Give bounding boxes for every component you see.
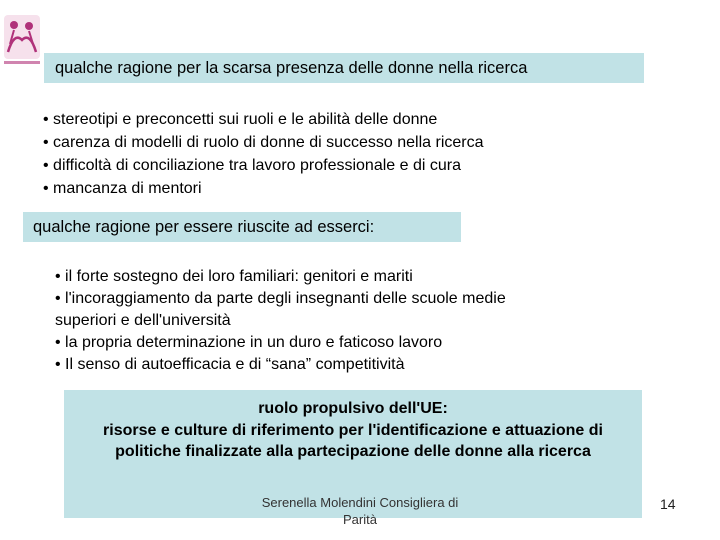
box-line: risorse e culture di riferimento per l'identificazione e attuazione di xyxy=(103,421,603,439)
section-2-list xyxy=(55,266,506,376)
footer-author xyxy=(250,494,470,528)
list-item: superiori e dell'università xyxy=(55,312,231,329)
list-item: • la propria determinazione in un duro e faticoso lavoro xyxy=(55,334,443,351)
section-1-heading: qualche ragione per la scarsa presenza delle donne nella ricerca xyxy=(55,59,528,77)
footer-line: Serenella Molendini Consigliera di xyxy=(261,495,459,510)
section-2-heading: qualche ragione per essere riuscite ad esserci: xyxy=(33,218,375,236)
list-item: • Il senso di autoefficacia e di “sana” competitività xyxy=(55,356,405,373)
list-item: • mancanza di mentori xyxy=(43,180,202,197)
footer-line: Parità xyxy=(343,512,377,527)
list-item: • carenza di modelli di ruolo di donne di successo nella ricerca xyxy=(43,134,484,151)
logo xyxy=(0,12,44,68)
page-number: 14 xyxy=(660,496,676,512)
list-item: • il forte sostegno dei loro familiari: genitori e mariti xyxy=(55,268,413,285)
box-line: politiche finalizzate alla partecipazione delle donne alla ricerca xyxy=(115,443,591,460)
list-item: • difficoltà di conciliazione tra lavoro professionale e di cura xyxy=(43,157,461,174)
box-line: ruolo propulsivo dell'UE: xyxy=(258,400,448,417)
heading-banner-2 xyxy=(23,212,461,242)
list-item: • stereotipi e preconcetti sui ruoli e le abilità delle donne xyxy=(43,111,438,128)
list-item: • l'incoraggiamento da parte degli insegnanti delle scuole medie xyxy=(55,290,506,307)
heading-banner-1 xyxy=(44,53,644,83)
section-1-list xyxy=(43,108,484,200)
figure-logo-icon xyxy=(0,12,44,68)
